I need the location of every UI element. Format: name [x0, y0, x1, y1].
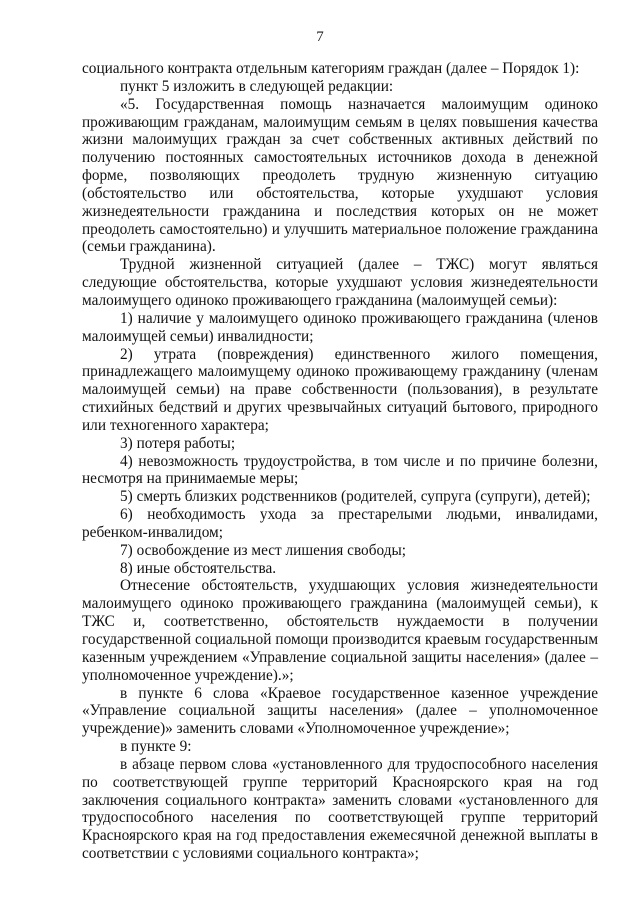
paragraph: «5. Государственная помощь назначается малоимущим одиноко проживающим гражданам, малоимущим семьям в целях повышения качества жизни малоимущих граждан за счет собственных активных действий по получению постоянных самостоятельных источников дохода в денежной форме, позволяющих преодолеть трудную жизненную ситуацию (обстоятельство или обстоятельства, которые ухудшают условия жизнедеятельности гражданина и последствия которых он не может преодолеть самостоятельно) и улучшить материальное положение гражданина (семьи гражданина).: [82, 95, 598, 256]
paragraph: в пункте 6 слова «Краевое государственное казенное учреждение «Управление социальной защиты населения» (далее – уполномоченное учреждение)» заменить словами «Уполномоченное учреждение»;: [82, 684, 598, 738]
paragraph: в абзаце первом слова «установленного для трудоспособного населения по соответствующей группе территорий Красноярского края на год заключения социального контракта» заменить словами «установленного для трудоспособного населения по соответствующей группе территорий Красноярского края на год предоставления ежемесячной денежной выплаты в соответствии с условиями социального контракта»;: [82, 755, 598, 863]
list-item: 8) иные обстоятельства.: [120, 559, 277, 577]
paragraph: Трудной жизненной ситуацией (далее – ТЖС) могут являться следующие обстоятельства, которые ухудшают условия жизнедеятельности малоимущего одиноко проживающего гражданина (малоимущей семьи):: [82, 256, 598, 309]
page-number: 7: [316, 29, 324, 45]
list-item: 6) необходимость ухода за престарелыми людьми, инвалидами, ребенком-инвалидом;: [82, 506, 598, 541]
paragraph: социального контракта отдельным категориям граждан (далее – Порядок 1):: [82, 60, 580, 77]
paragraph: пункт 5 изложить в следующей редакции:: [120, 77, 394, 95]
list-item: 2) утрата (повреждения) единственного жилого помещения, принадлежащего малоимущему одиноко проживающему гражданину (членам малоимущей семьи) на праве собственности (пользования), в результате стихийных бедствий и других чрезвычайных ситуаций бытового, природного или техногенного характера;: [82, 345, 598, 434]
list-item: 3) потеря работы;: [120, 434, 236, 452]
list-item: 4) невозможность трудоустройства, в том числе и по причине болезни, несмотря на принимаемые меры;: [82, 452, 598, 488]
list-item: 5) смерть близких родственников (родителей, супруга (супруги), детей);: [120, 488, 591, 506]
paragraph: в пункте 9:: [120, 738, 192, 756]
list-item: 1) наличие у малоимущего одиноко проживающего гражданина (членов малоимущей семьи) инвалидности;: [82, 309, 598, 345]
document-body: [82, 60, 598, 863]
list-item: 7) освобождение из мест лишения свободы;: [120, 541, 407, 559]
paragraph: Отнесение обстоятельств, ухудшающих условия жизнедеятельности малоимущего одиноко проживающего гражданина (малоимущей семьи), к ТЖС и, соответственно, обстоятельств нуждаемости в получении государственной социальной помощи производится краевым государственным казенным учреждением «Управление социальной защиты населения» (далее – уполномоченное учреждение).»;: [82, 577, 598, 684]
